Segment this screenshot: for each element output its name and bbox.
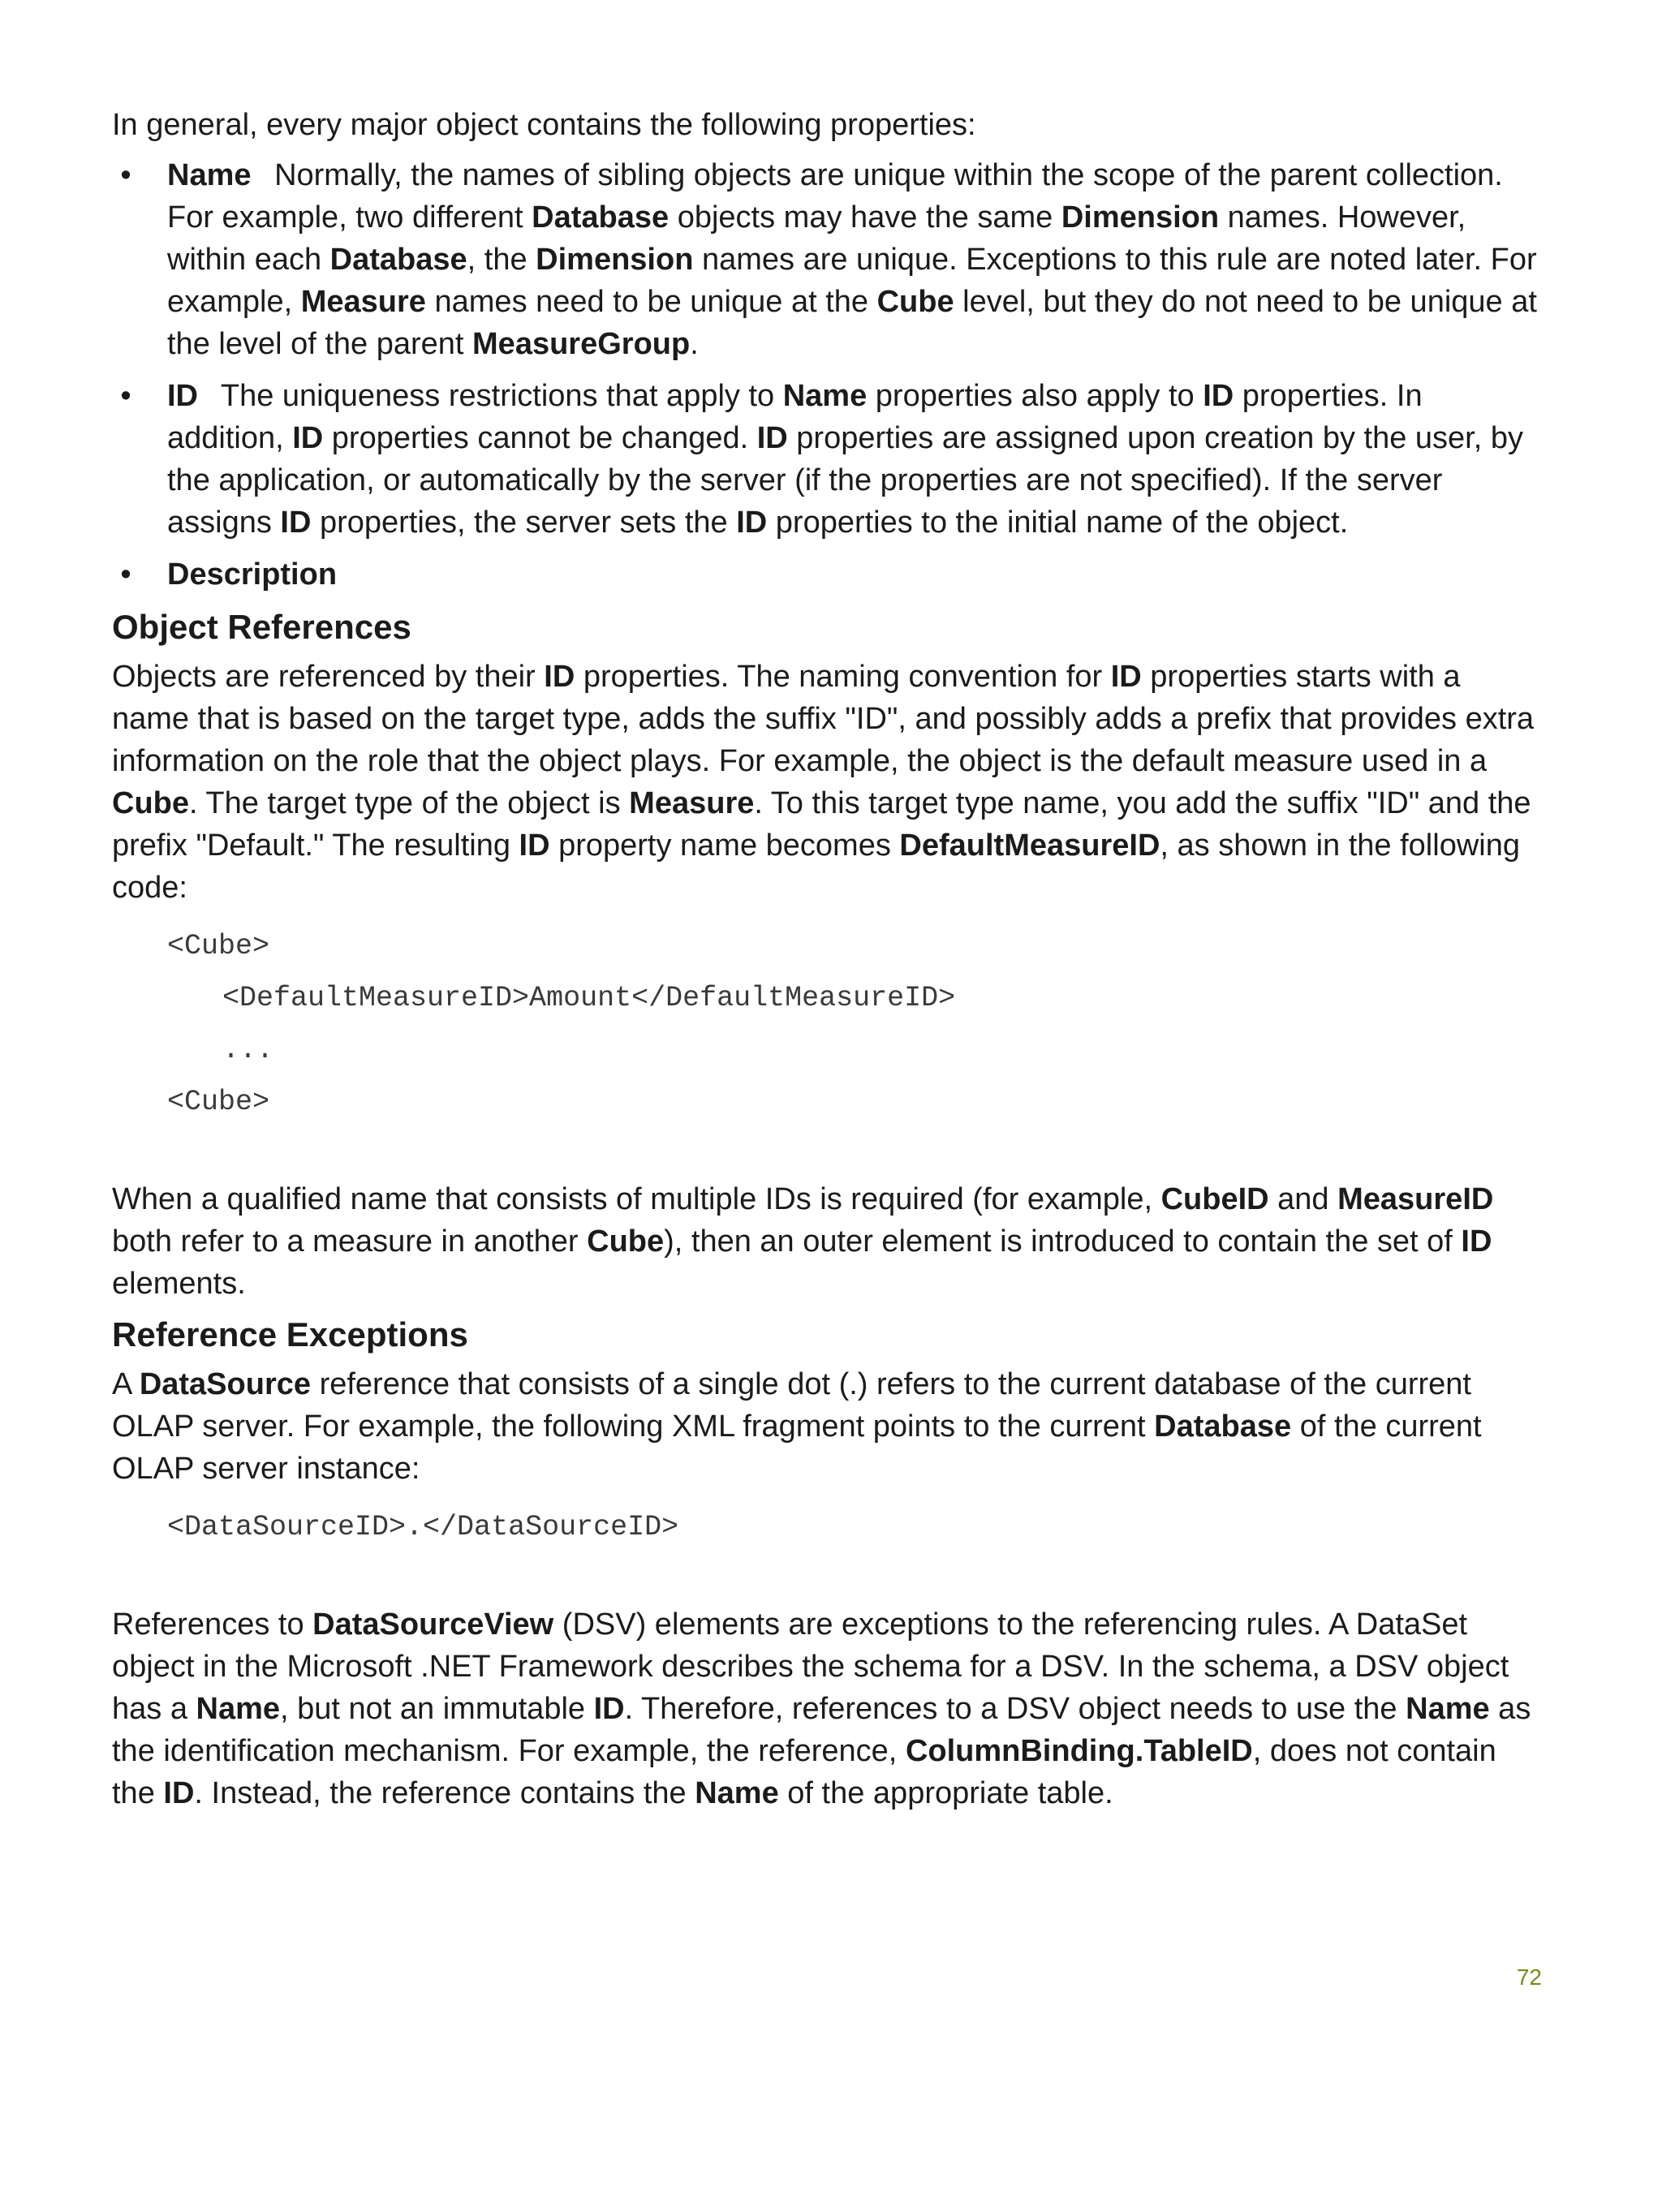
datasource-paragraph: A DataSource reference that consists of a single dot (.) refers to the current database of the current OLAP server. For example, the following XML fragment points to the current Database of the current OLAP server instance:	[112, 1367, 1482, 1486]
intro-paragraph: In general, every major object contains the following properties:	[112, 108, 976, 142]
bullet-icon: •	[120, 557, 131, 592]
code-line: ...	[222, 1034, 274, 1066]
qualified-name-paragraph: When a qualified name that consists of multiple IDs is required (for example, CubeID and MeasureID both refer to a measure in another Cube), then an outer element is introduced to contain the set of ID elements.	[112, 1182, 1494, 1301]
bold-term: ID	[736, 506, 768, 540]
bullet-icon: •	[120, 379, 131, 413]
bold-term: ID	[292, 421, 324, 455]
page-content	[112, 104, 1540, 1814]
bold-term: ID	[1461, 1224, 1492, 1259]
bold-term: DefaultMeasureID	[899, 828, 1160, 863]
bold-term: ID	[1110, 660, 1142, 694]
bold-term: Cube	[587, 1224, 665, 1259]
bold-term: Dimension	[1061, 200, 1220, 235]
bold-term: ID	[163, 1776, 195, 1810]
bold-term: MeasureID	[1337, 1182, 1494, 1216]
heading-reference-exceptions: Reference Exceptions	[112, 1315, 468, 1353]
bold-term: Measure	[629, 786, 755, 820]
bold-term: ID	[593, 1692, 625, 1726]
bold-term: DataSourceView	[312, 1607, 554, 1642]
bold-term: Name	[782, 379, 868, 413]
code-block-datasource	[112, 1501, 1540, 1553]
page-number: 72	[1516, 1965, 1542, 1990]
code-block-cube	[112, 920, 1540, 1128]
property-item-description	[112, 553, 1540, 596]
bold-term: Name	[1406, 1692, 1490, 1726]
property-list	[112, 154, 1540, 596]
dsv-paragraph: References to DataSourceView (DSV) elements are exceptions to the referencing rules. A DataSet object in the Microsoft .NET Framework describes the schema for a DSV. In the schema, a DSV object has a Name, but not an immutable ID. Therefore, references to a DSV object needs to use the Name as the identification mechanism. For example, the reference, ColumnBinding.TableID, does not contain the ID. Instead, the reference contains the Name of the appropriate table.	[112, 1607, 1531, 1810]
bold-term: MeasureGroup	[472, 327, 691, 361]
property-term: Name	[167, 158, 252, 192]
code-line: <Cube>	[167, 1086, 270, 1118]
bold-term: ID	[280, 506, 312, 540]
bold-term: ID	[544, 660, 575, 694]
object-references-paragraph: Objects are referenced by their ID properties. The naming convention for ID properties starts with a name that is based on the target type, adds the suffix "ID", and possibly adds a prefix that provides extra information on the role that the object plays. For example, the object is the default measure used in a Cube. The target type of the object is Measure. To this target type name, you add the suffix "ID" and the prefix "Default." The resulting ID property name becomes DefaultMeasureID, as shown in the following code:	[112, 660, 1535, 905]
code-line: <Cube>	[167, 930, 270, 962]
bold-term: Database	[532, 200, 670, 235]
bold-term: Cube	[876, 285, 954, 319]
code-line: <DefaultMeasureID>Amount</DefaultMeasureID>	[222, 982, 956, 1014]
bold-term: Name	[196, 1692, 281, 1726]
property-term: Description	[167, 557, 338, 592]
heading-object-references: Object References	[112, 608, 411, 646]
property-description: Normally, the names of sibling objects are unique within the scope of the parent collection. For example, two different Database objects may have the same Dimension names. However, within each Database, the Dimension names are unique. Exceptions to this rule are noted later. For example, Measure names need to be unique at the Cube level, but they do not need to be unique at the level of the parent MeasureGroup.	[167, 158, 1537, 361]
code-line: <DataSourceID>.</DataSourceID>	[167, 1511, 679, 1543]
bold-term: ID	[756, 421, 788, 455]
bold-term: Cube	[112, 786, 189, 820]
bold-term: Database	[329, 243, 467, 277]
bullet-icon: •	[120, 158, 131, 192]
property-item-id	[112, 375, 1540, 544]
property-term: ID	[167, 379, 198, 413]
bold-term: Name	[695, 1776, 779, 1810]
property-description: The uniqueness restrictions that apply to Name properties also apply to ID properties. In addition, ID properties cannot be changed. ID properties are assigned upon creation by the user, by the application, or automatically by the server (if the properties are not specified). If the server assigns ID properties, the server sets the ID properties to the initial name of the object.	[167, 379, 1523, 540]
bold-term: Database	[1154, 1409, 1292, 1444]
bold-term: Dimension	[536, 243, 694, 277]
bold-term: CubeID	[1160, 1182, 1269, 1216]
bold-term: DataSource	[139, 1367, 312, 1401]
bold-term: Measure	[300, 285, 426, 319]
bold-term: ColumnBinding.TableID	[905, 1734, 1253, 1768]
bold-term: ID	[519, 828, 550, 863]
bold-term: ID	[1203, 379, 1234, 413]
property-item-name	[112, 154, 1540, 365]
